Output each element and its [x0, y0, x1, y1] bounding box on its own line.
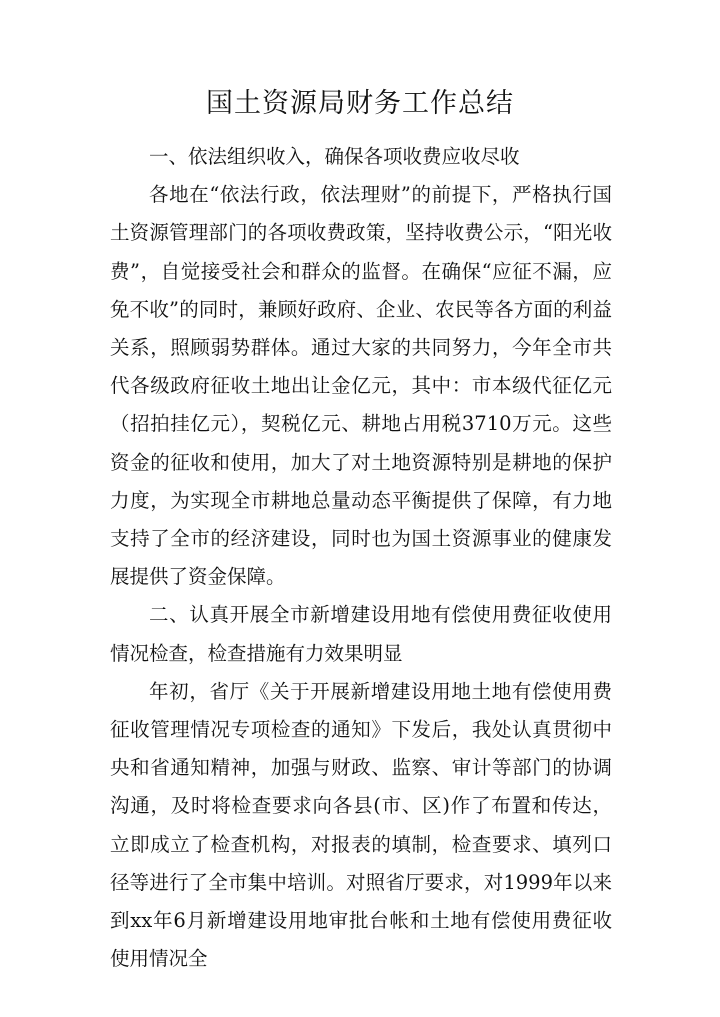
document-title: 国土资源局财务工作总结	[206, 88, 514, 119]
section-heading-2: 二、认真开展全市新增建设用地有偿使用费征收使用情况检查，检查措施有力效果明显	[110, 603, 612, 665]
body-paragraph-1: 各地在“依法行政，依法理财”的前提下，严格执行国土资源管理部门的各项收费政策，坚持收费公示，“阳光收费”，自觉接受社会和群众的监督。在确保“应征不漏，应免不收”的同时，兼顾好政府、企业、农民等各方面的利益关系，照顾弱势群体。通过大家的共同努力，今年全市共代各级政府征收土地出让金亿元，其中：市本级代征亿元（招拍挂亿元），契税亿元、耕地占用税3710万元。这些资金的征收和使用，加大了对土地资源特别是耕地的保护力度，为实现全市耕地总量动态平衡提供了保障，有力地支持了全市的经济建设，同时也为国土资源事业的健康发展提供了资金保障。	[110, 183, 612, 589]
document-body	[110, 138, 612, 978]
section-heading-1: 一、依法组织收入，确保各项收费应收尽收	[149, 145, 520, 168]
body-paragraph-2: 年初，省厅《关于开展新增建设用地土地有偿使用费征收管理情况专项检查的通知》下发后，我处认真贯彻中央和省通知精神，加强与财政、监察、审计等部门的协调沟通，及时将检查要求向各县(市、区)作了布置和传达，立即成立了检查机构，对报表的填制，检查要求、填列口径等进行了全市集中培训。对照省厅要求，对1999年以来到xx年6月新增建设用地审批台帐和土地有偿使用费征收使用情况全	[110, 679, 612, 971]
